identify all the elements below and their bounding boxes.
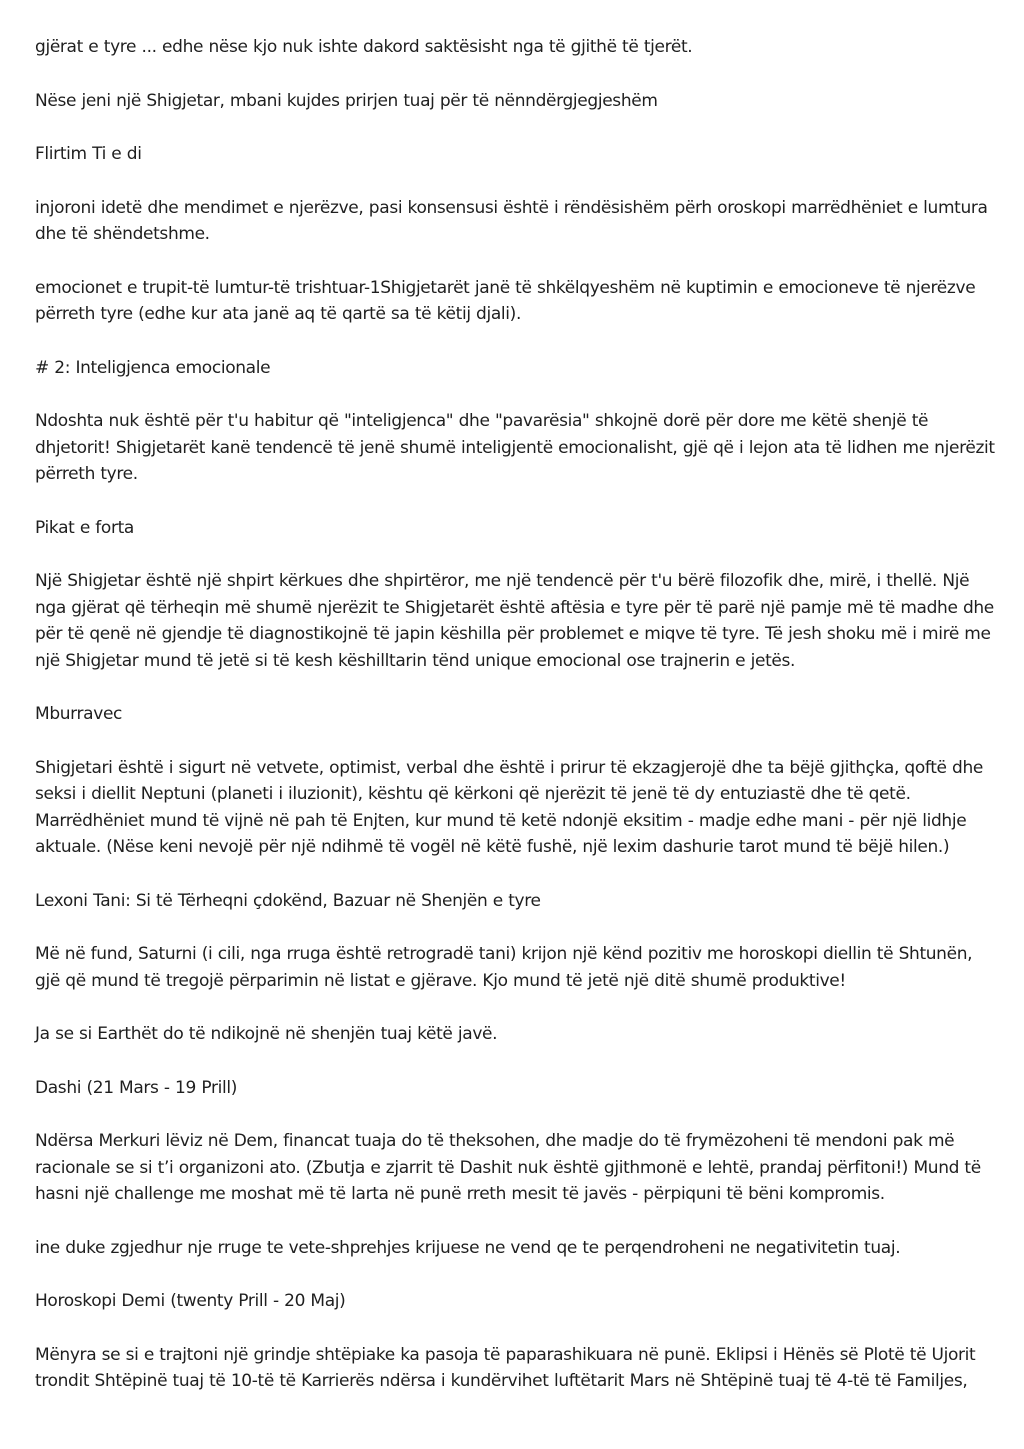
paragraph-5: Ndoshta nuk është për t'u habitur që "inteligjenca" dhe "pavarësia" shkojnë dorë për dore me këtë shenjë të dhjetorit! Shigjetarët kanë tendencë të jenë shumë inteligjentë emocionalisht, gjë që i lejon ata të lidhen me njerëzit përreth tyre. <box>35 411 995 484</box>
paragraph-7: Shigjetari është i sigurt në vetvete, optimist, verbal dhe është i prirur të ekzagjerojë dhe ta bëjë gjithçka, qoftë dhe seksi i diellit Neptuni (planeti i iluzionit), kështu që kërkoni që njerëzit të jenë të dy entuziastë dhe të qetë. Marrëdhëniet mund të vijnë në pah të Enjten, kur mund të ketë ndonjë eksitim - madje edhe mani - për një lidhje aktuale. (Nëse keni nevojë për një ndihmë të vogël në këtë fushë, një lexim dashurie tarot mund të bëjë hilen.) <box>35 757 983 857</box>
heading-pikat-e-forta: Pikat e forta <box>35 517 135 538</box>
paragraph-11: ine duke zgjedhur nje rruge te vete-shprehjes krijuese ne vend qe te perqendroheni ne negativitetin tuaj. <box>35 1237 901 1258</box>
document-page <box>35 34 995 1395</box>
heading-dashi: Dashi (21 Mars - 19 Prill) <box>35 1077 237 1098</box>
paragraph-12: Mënyra se si e trajtoni një grindje shtëpiake ka pasoja të paparashikuara në punë. Eklipsi i Hënës së Plotë të Ujorit trondit Shtëpinë tuaj të 10-të të Karrierës ndërsa i kundërvihet luftëtarit Mars në Shtëpinë tuaj të 4-të të Familjes, <box>35 1344 976 1391</box>
paragraph-2: Nëse jeni një Shigjetar, mbani kujdes prirjen tuaj për të nënndërgjegjeshëm <box>35 90 658 111</box>
heading-inteligjenca: # 2: Inteligjenca emocionale <box>35 357 271 378</box>
heading-mburravec: Mburravec <box>35 704 123 724</box>
paragraph-4: emocionet e trupit-të lumtur-të trishtuar-1Shigjetarët janë të shkëlqyeshëm në kuptimin e emocioneve të njerëzve përreth tyre (edhe kur ata janë aq të qartë sa të këtij djali). <box>35 277 976 324</box>
paragraph-1: gjërat e tyre ... edhe nëse kjo nuk ishte dakord saktësisht nga të gjithë të tjerët. <box>35 37 693 57</box>
paragraph-3: injoroni idetë dhe mendimet e njerëzve, pasi konsensusi është i rëndësishëm përh oroskopi marrëdhëniet e lumtura dhe të shëndetshme. <box>35 197 988 244</box>
paragraph-10: Ndërsa Merkuri lëviz në Dem, financat tuaja do të theksohen, dhe madje do të frymëzoheni të mendoni pak më racionale se si t’i organizoni ato. (Zbutja e zjarrit të Dashit nuk është gjithmonë e lehtë, prandaj përfitoni!) Mund të hasni një challenge me moshat më të larta në punë rreth mesit të javës - përpiquni të bëni kompromis. <box>35 1131 981 1204</box>
paragraph-9: Ja se si Earthët do të ndikojnë në shenjën tuaj këtë javë. <box>35 1024 498 1044</box>
paragraph-8: Më në fund, Saturni (i cili, nga rruga është retrogradë tani) krijon një kënd pozitiv me horoskopi diellin të Shtunën, gjë që mund të tregojë përparimin në listat e gjërave. Kjo mund të jetë një ditë shumë produktive! <box>35 944 973 991</box>
heading-flirtim: Flirtim Ti e di <box>35 144 142 164</box>
heading-lexoni-tani: Lexoni Tani: Si të Tërheqni çdokënd, Bazuar në Shenjën e tyre <box>35 890 541 911</box>
heading-demi: Horoskopi Demi (twenty Prill - 20 Maj) <box>35 1291 346 1311</box>
paragraph-6: Një Shigjetar është një shpirt kërkues dhe shpirtëror, me një tendencë për t'u bërë filozofik dhe, mirë, i thellë. Një nga gjërat që tërheqin më shumë njerëzit te Shigjetarët është aftësia e tyre për të parë një pamje më të madhe dhe për të qenë në gjendje të diagnostikojnë të japin këshilla për problemet e miqve të tyre. Të jesh shoku më i mirë me një Shigjetar mund të jetë si të kesh këshilltarin tënd unique emocional ose trajnerin e jetës. <box>35 571 994 671</box>
